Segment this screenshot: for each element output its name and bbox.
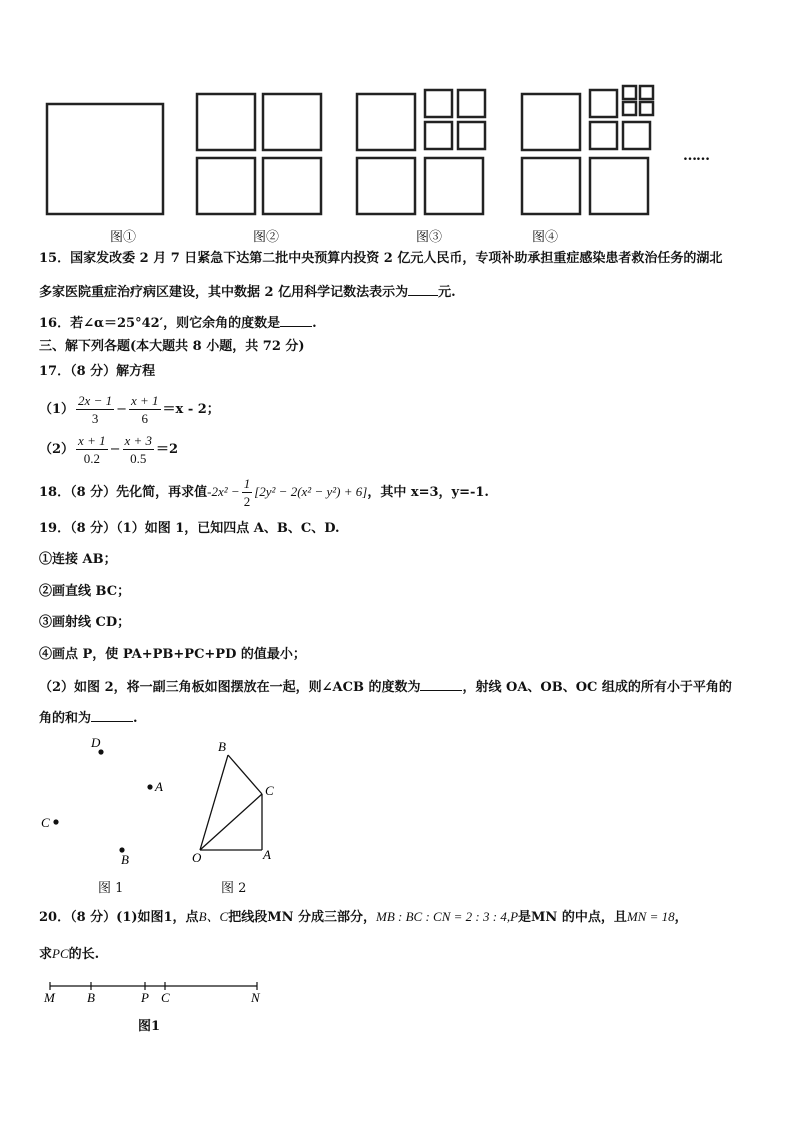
q19-step4: ④画点 P，使 PA+PB+PC+PD 的值最小； xyxy=(39,647,306,662)
fig3-square xyxy=(425,158,483,214)
q20-ask: 求 xyxy=(39,947,53,962)
ray-oc xyxy=(200,794,262,850)
fig4-tiny-square xyxy=(623,86,636,99)
q20-ratio: MB : BC : CN = 2 : 3 : 4, xyxy=(376,909,511,924)
q20-mn-length: MN = 18 xyxy=(626,909,675,924)
figure-caption-1: 图① xyxy=(110,230,137,245)
fig4-small-square xyxy=(623,122,650,149)
q16-text: 16．若∠α＝25°42′，则它余角的度数是 xyxy=(39,316,281,331)
vertex-b-label: B xyxy=(218,739,226,754)
point-c-label: C xyxy=(41,815,50,830)
q20-point-p: P xyxy=(510,909,519,924)
minus-sign: − xyxy=(109,442,121,457)
square-pattern-svg xyxy=(0,80,794,250)
fig4-tiny-square xyxy=(640,102,653,115)
label-b: B xyxy=(87,990,95,1005)
q19-step1: ①连接 AB； xyxy=(39,552,117,567)
q15-line2-text: 多家医院重症治疗病区建设，其中数据 2 亿用科学记数法表示为 xyxy=(39,285,409,300)
segment-mn-figure xyxy=(30,970,290,1010)
segment-bc xyxy=(228,755,262,794)
q20-line2 xyxy=(39,946,99,963)
q19-figure1-caption: 图 1 xyxy=(98,881,124,896)
vertex-o-label: O xyxy=(192,850,202,865)
q19-figures xyxy=(0,730,320,900)
q18-condition: ，其中 x=3，y=-1. xyxy=(367,485,489,500)
q19-angle-blank xyxy=(420,678,462,691)
figure-caption-4: 图④ xyxy=(532,230,559,245)
q20-comma: ， xyxy=(674,910,688,925)
segment-mn-svg xyxy=(30,970,290,1010)
fig2-square xyxy=(263,158,321,214)
q19-p2-text: （2）如图 2，将一副三角板如图摆放在一起，则∠ACB 的度数为 xyxy=(39,680,421,695)
q20-figure-caption: 图1 xyxy=(138,1019,161,1034)
fraction-numerator: 2x − 1 xyxy=(78,393,113,408)
ellipsis-mark: …… xyxy=(683,148,709,164)
fig4-square xyxy=(522,158,580,214)
q19-sum-blank xyxy=(91,709,133,722)
q19-p2-text-cont: ，射线 OA、OB、OC 组成的所有小于平角的 xyxy=(462,680,732,695)
q19-p2-line2-text: 角的和为 xyxy=(39,711,92,726)
q18-text: 18．（8 分）先化简，再求值 xyxy=(39,485,208,500)
q18-expr-a: -2x² − xyxy=(207,484,240,499)
fig3-square xyxy=(357,158,415,214)
point-b-label: B xyxy=(121,852,129,867)
q19-part2-line1 xyxy=(39,678,732,696)
q16-answer-blank xyxy=(280,314,312,327)
q15-line1: 15．国家发改委 2 月 7 日紧急下达第二批中央预算内投资 2 亿元人民币，专项补助承担重症感染患者救治任务的湖北 xyxy=(39,251,723,266)
q17-p1-fraction2 xyxy=(129,392,161,427)
fraction-numerator: 1 xyxy=(243,476,251,491)
fraction-denominator: 0.2 xyxy=(83,451,100,466)
q20-line1 xyxy=(39,909,688,926)
fig3-small-square xyxy=(458,122,485,149)
section-3-heading: 三、解下列各题(本大题共 8 小题，共 72 分) xyxy=(39,339,305,354)
fig3-small-square xyxy=(425,90,452,117)
fig4-small-square xyxy=(590,122,617,149)
fig2-square xyxy=(197,158,255,214)
q19-step2: ②画直线 BC； xyxy=(39,584,131,599)
fig1-square xyxy=(47,104,163,214)
fig4-small-square xyxy=(590,90,617,117)
minus-sign: − xyxy=(116,402,127,417)
q20-pc: PC xyxy=(52,946,69,961)
q19-part2-line2 xyxy=(39,709,138,727)
q20-text: 20．（8 分）(1)如图1，点 xyxy=(39,910,199,925)
q18-expr-b: [2y² − 2(x² − y²) + 6] xyxy=(254,484,368,499)
q17-p1-fraction1 xyxy=(76,392,114,427)
square-pattern-figures xyxy=(0,80,794,250)
point-a xyxy=(147,784,152,789)
q17-p1-rhs: ＝x - 2； xyxy=(162,402,220,417)
q17-part1-label: （1） xyxy=(39,402,75,417)
q20-text-midpoint: 是MN 的中点，且 xyxy=(518,910,627,925)
point-d xyxy=(98,749,103,754)
label-n: N xyxy=(251,990,260,1005)
q15-line2 xyxy=(39,283,456,301)
figure-caption-2: 图② xyxy=(253,230,280,245)
fig4-square xyxy=(590,158,648,214)
q19-figures-svg xyxy=(0,730,320,900)
fig3-square xyxy=(357,94,415,150)
fraction-numerator: x + 1 xyxy=(78,433,106,448)
q20-text-mid: 把线段MN 分成三部分， xyxy=(228,910,376,925)
point-a-label: A xyxy=(155,779,163,794)
q18-half-fraction xyxy=(242,475,253,510)
q15-answer-blank xyxy=(408,283,438,296)
q17-part2 xyxy=(39,431,178,469)
ray-ob xyxy=(200,755,228,850)
fraction-denominator: 6 xyxy=(141,411,149,426)
vertex-c-label: C xyxy=(265,783,274,798)
fig3-small-square xyxy=(425,122,452,149)
label-m: M xyxy=(44,990,55,1005)
fraction-denominator: 0.5 xyxy=(130,451,147,466)
label-c: C xyxy=(161,990,170,1005)
fig2-square xyxy=(197,94,255,150)
vertex-a-label: A xyxy=(263,847,271,862)
figure-caption-3: 图③ xyxy=(416,230,443,245)
q19-step3: ③画射线 CD； xyxy=(39,615,131,630)
q19-p2-period: . xyxy=(133,711,138,726)
q15-line2-unit: 元. xyxy=(438,285,456,300)
fig2-square xyxy=(263,94,321,150)
q17-part2-label: （2） xyxy=(39,442,75,457)
fraction-denominator: 3 xyxy=(91,411,99,426)
q18-line xyxy=(39,475,489,510)
fraction-numerator: x + 1 xyxy=(131,393,159,408)
q17-p2-fraction2 xyxy=(123,432,155,467)
q20-ask-end: 的长. xyxy=(68,947,100,962)
fig4-tiny-square xyxy=(640,86,653,99)
point-d-label: D xyxy=(91,735,101,750)
triangle-set-figure xyxy=(200,755,262,850)
q17-heading: 17．（8 分）解方程 xyxy=(39,364,156,379)
label-p: P xyxy=(141,990,149,1005)
q17-p2-fraction1 xyxy=(76,432,108,467)
q17-part1 xyxy=(39,391,220,429)
fig4-tiny-square xyxy=(623,102,636,115)
q17-p2-rhs: ＝2 xyxy=(156,442,179,457)
fig3-small-square xyxy=(458,90,485,117)
q16-period: . xyxy=(312,316,317,331)
q16-line xyxy=(39,314,317,332)
fraction-numerator: x + 3 xyxy=(124,433,153,448)
q19-figure2-caption: 图 2 xyxy=(221,881,247,896)
fraction-denominator: 2 xyxy=(243,494,251,509)
point-c xyxy=(53,819,58,824)
fig4-square xyxy=(522,94,580,150)
q20-points: B、C xyxy=(198,909,229,924)
q19-heading: 19．（8 分）（1）如图 1，已知四点 A、B、C、D. xyxy=(39,521,340,536)
